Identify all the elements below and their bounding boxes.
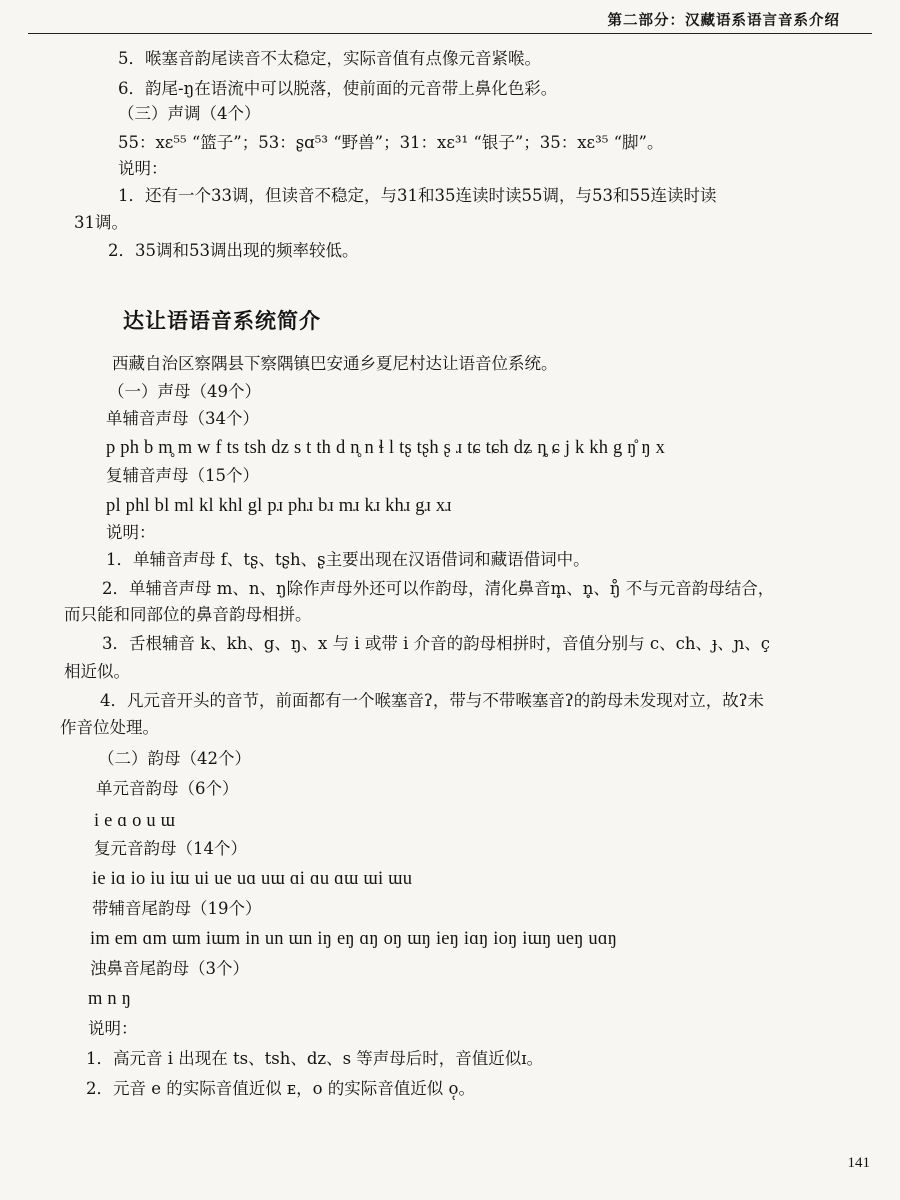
text-line: 说明： bbox=[106, 523, 156, 542]
text-line: 6．韵尾-ŋ在语流中可以脱落，使前面的元音带上鼻化色彩。 bbox=[118, 79, 558, 98]
text-line: 1．还有一个33调，但读音不稳定，与31和35连读时读55调，与53和55连读时读 bbox=[118, 186, 717, 205]
text-line: 1．单辅音声母 f、tʂ、tʂh、ʂ主要出现在汉语借词和藏语借词中。 bbox=[106, 550, 590, 569]
text-line: 浊鼻音尾韵母（3个） bbox=[90, 959, 249, 978]
text-line: 说明： bbox=[88, 1019, 138, 1038]
text-line: 而只能和同部位的鼻音韵母相拼。 bbox=[64, 605, 312, 624]
text-line: 2．单辅音声母 m、n、ŋ除作声母外还可以作韵母，清化鼻音m̥、n̥、ŋ̊ 不与元音韵母结合， bbox=[102, 579, 775, 598]
header-rule bbox=[28, 33, 872, 34]
text-line: 带辅音尾韵母（19个） bbox=[92, 899, 262, 918]
text-line: 复辅音声母（15个） bbox=[106, 466, 259, 485]
section-title: 达让语语音系统简介 bbox=[123, 309, 321, 333]
text-line: 1．高元音 i 出现在 ts、tsh、dz、s 等声母后时，音值近似ɪ。 bbox=[86, 1049, 544, 1068]
phoneme-line: im em ɑm ɯm iɯm in un ɯn iŋ eŋ ɑŋ oŋ ɯŋ ieŋ iɑŋ ioŋ iɯŋ ueŋ uɑŋ bbox=[90, 929, 618, 949]
phoneme-line: pl phl bl ml kl khl gl pɹ phɹ bɹ mɹ kɹ khɹ gɹ xɹ bbox=[106, 496, 452, 516]
text-line: （一）声母（49个） bbox=[108, 382, 261, 401]
text-line: 2．元音 e 的实际音值近似 ᴇ，o 的实际音值近似 o̜。 bbox=[86, 1079, 475, 1098]
page-number: 141 bbox=[847, 1155, 870, 1171]
text-line: （二）韵母（42个） bbox=[98, 749, 251, 768]
text-line: 31调。 bbox=[74, 213, 128, 232]
text-line: 单辅音声母（34个） bbox=[106, 409, 259, 428]
text-line: 说明： bbox=[118, 159, 168, 178]
text-line: 相近似。 bbox=[64, 662, 130, 681]
running-header: 第二部分：汉藏语系语言音系介绍 bbox=[607, 12, 840, 29]
text-line: 2．35调和53调出现的频率较低。 bbox=[108, 241, 359, 260]
text-line: 西藏自治区察隅县下察隅镇巴安通乡夏尼村达让语音位系统。 bbox=[112, 354, 558, 373]
text-line: 单元音韵母（6个） bbox=[96, 779, 239, 798]
phoneme-line: p ph b m̥ m w f ts tsh dz s t th d n̥ n ɬ l tʂ tʂh ʂ ɹ tɕ tɕh dʑ ȵ ɕ j k kh g ŋ̊ ŋ x bbox=[106, 438, 666, 458]
text-line: 作音位处理。 bbox=[60, 718, 159, 737]
text-line: 5．喉塞音韵尾读音不太稳定，实际音值有点像元音紧喉。 bbox=[118, 49, 541, 68]
phoneme-line: m n ŋ bbox=[88, 989, 132, 1009]
text-line: （三）声调（4个） bbox=[118, 104, 261, 123]
phoneme-line: i e ɑ o u ɯ bbox=[94, 811, 176, 831]
text-line: 复元音韵母（14个） bbox=[94, 839, 247, 858]
phoneme-line: ie iɑ io iu iɯ ui ue uɑ uɯ ɑi ɑu ɑɯ ɯi ɯu bbox=[92, 869, 413, 889]
text-line: 3．舌根辅音 k、kh、g、ŋ、x 与 i 或带 i 介音的韵母相拼时，音值分别与 c、ch、ɟ、ɲ、ç bbox=[102, 634, 771, 653]
text-line: 4．凡元音开头的音节，前面都有一个喉塞音ʔ，带与不带喉塞音ʔ的韵母未发现对立，故ʔ未 bbox=[100, 691, 765, 710]
text-line: 55：xɛ⁵⁵ “篮子”；53：ʂɑ⁵³ “野兽”；31：xɛ³¹ “银子”；35：xɛ³⁵ “脚”。 bbox=[118, 133, 664, 152]
